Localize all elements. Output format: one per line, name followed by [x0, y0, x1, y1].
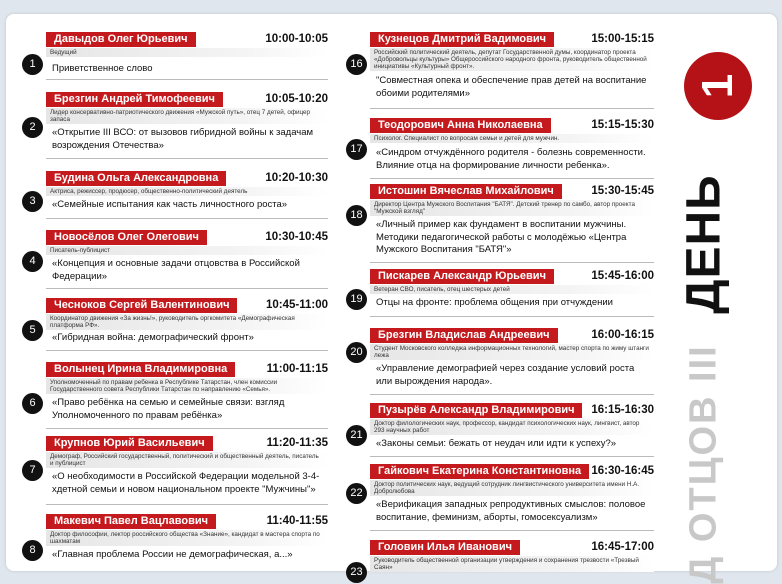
time-slot: 10:45-11:00 [265, 299, 328, 311]
speaker-name: Чесноков Сергей Валентинович [46, 298, 237, 313]
entry-number: 16 [346, 54, 367, 75]
time-slot: 16:15-16:30 [591, 404, 654, 416]
speaker-role: Доктор политических наук, ведущий сотрудник лингвистического университета имени Н.А. Добролюбова [370, 480, 654, 496]
entry-number: 2 [22, 117, 43, 138]
time-slot: 10:30-10:45 [265, 231, 328, 243]
speaker-name: Крупнов Юрий Васильевич [46, 436, 213, 451]
speaker-role: Писатель-публицист [46, 246, 328, 255]
event-subtitle: Д ОТЦОВ III [682, 344, 725, 584]
speaker-role: Ведущий [46, 48, 328, 57]
speaker-name: Новосёлов Олег Олегович [46, 230, 207, 245]
time-slot: 16:00-16:15 [591, 329, 654, 341]
time-slot: 16:45-17:00 [591, 541, 654, 553]
day-word: ДЕНЬ [677, 174, 731, 314]
divider [46, 428, 328, 429]
talk-title: «Гибридная война: демографический фронт» [52, 332, 254, 343]
speaker-name: Брезгин Андрей Тимофеевич [46, 92, 223, 107]
talk-title: «Управление демографией через создание условий роста или вырождения народа». [376, 363, 635, 387]
speaker-name: Головин Илья Иванович [370, 540, 520, 555]
speaker-role: Доктор философии, лектор российского общества «Знание», кандидат в мастера спорта по шахматам [46, 530, 328, 546]
talk-title: «О необходимости в Российской Федерации модельной 3-4-хдетной семьи и новом национальном проекте "Мужчины"» [52, 471, 320, 495]
speaker-name: Теодорович Анна Николаевна [370, 118, 551, 133]
entry-number: 3 [22, 191, 43, 212]
speaker-role: Студент Московского колледжа информационных технологий, мастер спорта по жиму штанги лежа [370, 344, 654, 360]
speaker-name: Истошин Вячеслав Михайлович [370, 184, 562, 199]
speaker-role: Уполномоченный по правам ребенка в Республике Татарстан, член комиссии Государственного совета Республики Татарстан по направлению «Семья». [46, 378, 328, 394]
divider [370, 530, 654, 531]
talk-title: «Право ребёнка на семью и семейные связи: взгляд Уполномоченного по правам ребёнка» [52, 397, 285, 421]
entry-number: 6 [22, 393, 43, 414]
divider [46, 79, 328, 80]
speaker-role: Директор Центра Мужского Воспитания "БАТЯ". Детский тренер по самбо, автор проекта "Мужской взгляд" [370, 200, 654, 216]
divider [370, 178, 654, 179]
time-slot: 15:30-15:45 [591, 185, 654, 197]
divider [46, 218, 328, 219]
speaker-role: Демограф, Российский государственный, политический и общественный деятель, писатель и публицист [46, 452, 328, 468]
speaker-role: Лидер консервативно-патриотического движения «Мужской путь», отец 7 детей, офицер запаса [46, 108, 328, 124]
divider [370, 316, 654, 317]
time-slot: 15:45-16:00 [591, 270, 654, 282]
divider [46, 288, 328, 289]
day-number: 1 [692, 73, 742, 99]
entry-number: 20 [346, 342, 367, 363]
talk-title: «Концепция и основные задачи отцовства в Российской Федерации» [52, 258, 300, 282]
entry-number: 17 [346, 139, 367, 160]
speaker-role: Российский политический деятель, депутат Государственной думы, координатор проекта «Добровольцы культуры» Общероссийского народного фронта, руководитель общественной инициативы «Культурный фронт». [370, 48, 654, 71]
divider [370, 108, 654, 109]
divider [46, 504, 328, 505]
speaker-name: Пузырёв Александр Владимирович [370, 403, 582, 418]
talk-title: Приветственное слово [52, 63, 153, 74]
entry-number: 8 [22, 540, 43, 561]
speaker-role: Ветеран СВО, писатель, отец шестерых детей [370, 285, 654, 294]
divider [370, 394, 654, 395]
entry-number: 5 [22, 320, 43, 341]
time-slot: 11:00-11:15 [266, 363, 328, 375]
entry-number: 23 [346, 562, 367, 583]
time-slot: 16:30-16:45 [591, 465, 654, 477]
speaker-name: Волынец Ирина Владимировна [46, 362, 235, 377]
divider [46, 158, 328, 159]
entry-number: 18 [346, 205, 367, 226]
speaker-name: Брезгин Владислав Андреевич [370, 328, 558, 343]
entry-number: 7 [22, 460, 43, 481]
talk-title: «Личный пример как фундамент в воспитании мужчины. Методики педагогической работы с молодёжью «Центра Мужского Воспитания "БАТЯ"» [376, 219, 627, 255]
entry-number: 21 [346, 425, 367, 446]
entry-number: 1 [22, 54, 43, 75]
talk-title: «Семейные испытания как часть личностного роста» [52, 199, 288, 210]
speaker-name: Будина Ольга Александровна [46, 171, 226, 186]
day-number-badge [684, 52, 752, 120]
day-banner [652, 34, 782, 584]
time-slot: 10:05-10:20 [265, 93, 328, 105]
talk-title: «Верификация западных репродуктивных смыслов: половое воспитание, феминизм, аборты, гомосексуализм» [376, 499, 646, 523]
talk-title: «Синдром отчуждённого родителя - болезнь современности. Влияние отца на формирование личности ребенка». [376, 147, 646, 171]
speaker-name: Гайкович Екатерина Константиновна [370, 464, 589, 479]
talk-title: «Главная проблема России не демографическая, а...» [52, 549, 293, 560]
talk-title: "Совместная опека и обеспечение прав детей на воспитание обоими родителями» [376, 75, 647, 99]
time-slot: 11:40-11:55 [266, 515, 328, 527]
divider [370, 456, 654, 457]
speaker-role: Психолог. Специалист по вопросам семьи и детей для мужчин. [370, 134, 654, 143]
program-sheet [6, 14, 777, 584]
speaker-role: Руководитель общественной организации утверждения и сохранения трезвости «Трезвый Саян» [370, 556, 654, 572]
speaker-name: Пискарев Александр Юрьевич [370, 269, 554, 284]
speaker-name: Макевич Павел Вацлавович [46, 514, 216, 529]
entry-number: 19 [346, 289, 367, 310]
talk-title: «Открытие III ВСО: от вызовов гибридной войны к задачам возрождения Отечества» [52, 127, 314, 151]
speaker-role: Доктор филологических наук, профессор, кандидат психологических наук, лингвист, автор 293 научных работ [370, 419, 654, 435]
time-slot: 15:15-15:30 [591, 119, 654, 131]
entry-number: 22 [346, 483, 367, 504]
talk-title: Отцы на фронте: проблема общения при отчуждении [376, 297, 613, 308]
time-slot: 15:00-15:15 [591, 33, 654, 45]
speaker-role: Координатор движения «За жизнь!», руководитель оргкомитета «Демографическая платформа РФ». [46, 314, 328, 330]
speaker-name: Кузнецов Дмитрий Вадимович [370, 32, 554, 47]
divider [46, 350, 328, 351]
entry-number: 4 [22, 251, 43, 272]
time-slot: 10:00-10:05 [265, 33, 328, 45]
time-slot: 10:20-10:30 [265, 172, 328, 184]
divider [370, 262, 654, 263]
speaker-name: Давыдов Олег Юрьевич [46, 32, 196, 47]
time-slot: 11:20-11:35 [266, 437, 328, 449]
speaker-role: Актриса, режиссер, продюсер, общественно-политический деятель [46, 187, 328, 196]
talk-title: «Законы семьи: бежать от неудач или идти к успеху?» [376, 438, 617, 449]
